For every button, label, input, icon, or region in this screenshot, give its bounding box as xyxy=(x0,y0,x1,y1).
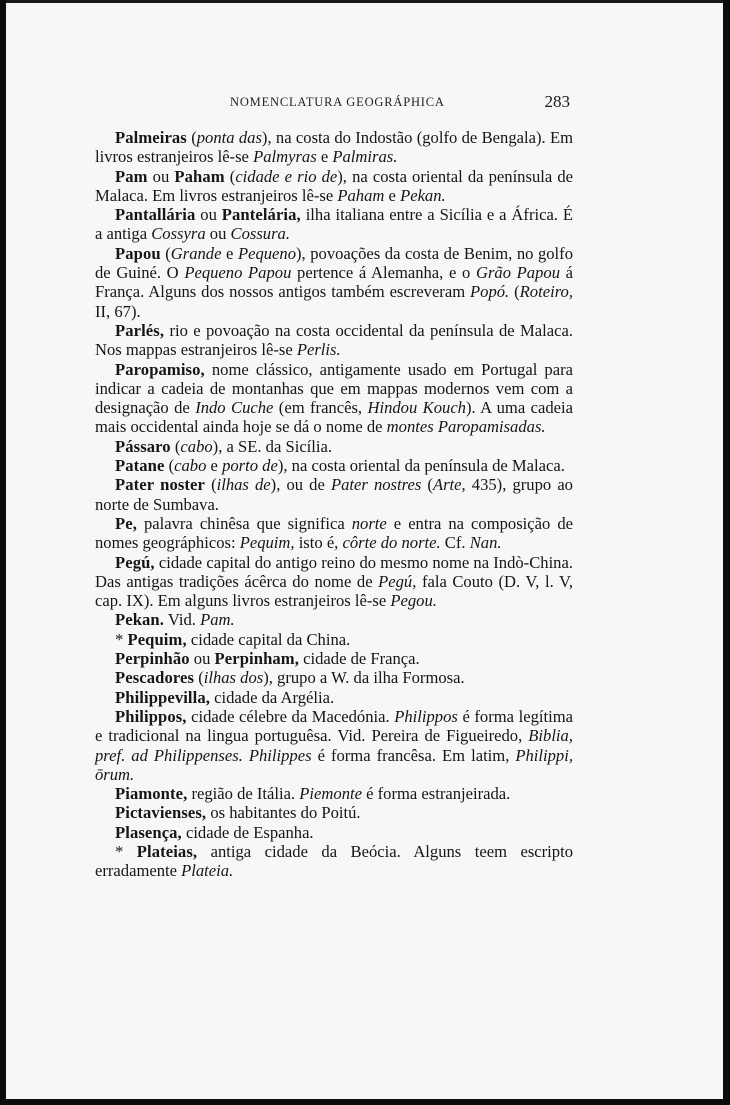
entry-text: ). A uma cadeia mais occidental ainda hoje se dá o nome de xyxy=(95,398,573,437)
entry-italic-text: ilhas dos xyxy=(203,668,264,688)
entry-text: ), a SE. da Sicília. xyxy=(212,436,333,456)
entry-italic-text: Pam. xyxy=(200,610,235,630)
entry-text: e entra na composição de nomes geográphicos: xyxy=(95,513,574,553)
entry-headword: Palmeiras xyxy=(115,128,187,147)
entry-italic-text: norte xyxy=(351,513,387,533)
entry-text: ( xyxy=(164,456,175,476)
entry-italic-text: Pequeno Papou xyxy=(184,263,292,283)
entry-text: Cf. xyxy=(440,533,470,553)
entry-headword: Pantelária, xyxy=(221,205,301,225)
gazetteer-entry xyxy=(95,321,573,360)
entry-italic-text: Pequeno xyxy=(237,243,296,263)
entry-text: ), na costa do Indostão (golfo de Bengala). Em livros estranjeiros lê-se xyxy=(95,128,573,167)
entry-italic-text: cidade e rio de xyxy=(235,166,338,186)
entry-headword: Pássaro xyxy=(115,436,171,456)
gazetteer-entry xyxy=(95,688,573,707)
entry-text: e xyxy=(221,243,238,263)
entry-text: ), ou de xyxy=(270,475,331,495)
entry-text: cidade capital da China. xyxy=(186,629,351,649)
entry-headword: Pequim, xyxy=(127,629,187,649)
entry-text: á França. Alguns dos nossos antigos também escreveram xyxy=(95,263,574,302)
entry-text: 435), grupo ao norte de Sumbava. xyxy=(95,475,573,514)
entry-italic-text: Plateia. xyxy=(181,861,234,881)
entry-text: ou xyxy=(195,205,222,225)
gazetteer-entry xyxy=(95,784,573,803)
gazetteer-entry xyxy=(95,456,573,475)
entry-italic-text: Pater nostres xyxy=(330,475,422,495)
entry-headword: Perpinhão xyxy=(115,649,190,669)
gazetteer-entry xyxy=(95,823,573,842)
entry-text: fala Couto (D. V, l. V, cap. IX). Em alguns livros estranjeiros lê-se xyxy=(95,571,573,611)
entry-italic-text: ponta das xyxy=(196,128,262,147)
entry-headword: Pam xyxy=(115,166,148,186)
entry-headword: Perpinham, xyxy=(214,649,299,669)
entry-text: ou xyxy=(147,166,175,186)
entry-text: pertence á Alemanha, e o xyxy=(291,263,476,283)
entry-headword: Pekan. xyxy=(115,610,165,630)
running-title: NOMENCLATURA GEOGRÁPHICA xyxy=(230,95,445,109)
entry-italic-text: Cossyra xyxy=(151,224,206,244)
entry-headword: Paham xyxy=(174,166,225,186)
gazetteer-entry xyxy=(95,803,573,822)
page-number: 283 xyxy=(544,92,570,111)
entry-italic-text: Pequim, xyxy=(239,533,295,553)
entry-text: é forma legítima e tradicional na lingua portuguêsa. Vid. Pereira de Figueiredo, xyxy=(95,706,573,746)
entry-italic-text: cabo xyxy=(174,456,207,476)
entry-italic-text: Palmyras xyxy=(253,147,317,167)
entry-text: ( xyxy=(186,128,197,147)
entry-headword: Pescadores xyxy=(115,668,195,688)
entry-text: (em francês, xyxy=(273,398,368,418)
scan-edge-right xyxy=(723,0,730,1105)
entry-text: ), povoações da costa de Benim, no golfo de Guiné. O xyxy=(95,243,573,283)
entry-text: ( xyxy=(224,166,236,186)
entry-text: ( xyxy=(421,475,433,495)
entry-italic-text: Pegou. xyxy=(390,591,437,611)
entry-text: II, 67). xyxy=(95,301,141,321)
gazetteer-entry xyxy=(95,167,573,206)
entry-text: e xyxy=(384,185,401,205)
gazetteer-entry xyxy=(95,475,573,514)
entry-text: e xyxy=(316,147,333,167)
entry-italic-text: Indo Cuche xyxy=(195,398,274,418)
entry-italic-text: Popó. xyxy=(470,282,510,302)
entry-headword: Plasença, xyxy=(115,822,182,842)
gazetteer-entry xyxy=(95,360,573,437)
entry-text: antiga cidade da Beócia. Alguns teem escripto erradamente xyxy=(95,841,573,881)
entry-italic-text: Piemonte xyxy=(299,784,362,804)
entry-text: isto é, xyxy=(294,533,343,553)
entry-text: cidade célebre da Macedónia. xyxy=(186,706,395,726)
entry-italic-text: cabo xyxy=(180,436,213,456)
entry-text: ou xyxy=(189,649,215,669)
entry-italic-text: ilhas de xyxy=(216,475,271,495)
entry-italic-text: Grão Papou xyxy=(475,263,560,283)
gazetteer-entries xyxy=(95,128,573,881)
gazetteer-entry xyxy=(95,553,573,611)
entry-headword: Pictavienses, xyxy=(115,803,207,823)
entry-text: ou xyxy=(205,224,231,244)
entry-headword: Patane xyxy=(115,456,165,476)
gazetteer-entry xyxy=(95,649,573,668)
entry-italic-text: Cossura. xyxy=(230,224,290,244)
entry-headword: Pater noster xyxy=(115,475,205,495)
entry-text: ), na costa oriental da península de Malaca. xyxy=(277,456,565,476)
entry-text: ( xyxy=(160,243,171,263)
entry-italic-text: Philippi, ōrum. xyxy=(95,745,573,784)
gazetteer-entry xyxy=(95,842,573,881)
gazetteer-entry xyxy=(95,610,573,629)
entry-italic-text: Arte, xyxy=(432,475,466,495)
gazetteer-entry xyxy=(95,630,573,649)
entry-headword: Plateias, xyxy=(136,841,198,861)
entry-italic-text: Palmiras. xyxy=(332,147,398,167)
entry-text: ilha italiana entre a Sicília e a África. É a antiga xyxy=(95,205,574,244)
entry-text: cidade de França. xyxy=(298,649,420,669)
entry-italic-text: Philippos xyxy=(394,706,458,726)
scan-edge-top xyxy=(0,0,730,3)
entry-text: ( xyxy=(204,475,217,495)
entry-headword: Pe, xyxy=(115,513,137,533)
entry-italic-text: porto de xyxy=(222,456,278,476)
entry-text: nome clássico, antigamente usado em Portugal para indicar a cadeia de montanhas que em mappas modernos vem com a designação de xyxy=(95,359,573,418)
gazetteer-entry xyxy=(95,128,573,167)
entry-text: é forma francêsa. Em latim, xyxy=(311,745,516,765)
entry-text: cidade capital do antigo reino do mesmo nome na Indò-China. Das antigas tradições ácêrca do nome de xyxy=(95,552,573,591)
scan-edge-left xyxy=(0,0,6,1105)
entry-italic-text: Roteiro, xyxy=(519,282,573,302)
entry-text: Vid. xyxy=(164,610,201,630)
entry-italic-text: Perlis. xyxy=(296,340,341,360)
entry-text: ( xyxy=(194,668,204,688)
gazetteer-entry xyxy=(95,244,573,321)
gazetteer-entry xyxy=(95,707,573,784)
entry-italic-text: Hindou Kouch xyxy=(367,398,466,418)
entry-text: região de Itália. xyxy=(187,784,300,804)
entry-text: cidade da Argélia. xyxy=(210,687,335,707)
entry-text: ), na costa oriental da península de Malaca. Em livros estranjeiros lê-se xyxy=(95,166,573,205)
entry-italic-text: Grande xyxy=(170,243,222,263)
entry-italic-text: Pekan. xyxy=(400,185,446,205)
entry-text: * xyxy=(115,629,128,649)
entry-italic-text: Nan. xyxy=(469,533,502,553)
page-header xyxy=(95,92,573,114)
entry-italic-text: Biblia, pref. ad Philippenses. Philippes xyxy=(95,726,573,765)
entry-text: os habitantes do Poitú. xyxy=(206,803,361,823)
entry-headword: Pantallária xyxy=(115,205,196,225)
entry-headword: Philippevilla, xyxy=(115,687,210,707)
entry-headword: Philippos, xyxy=(115,706,187,726)
entry-text: ), grupo a W. da ilha Formosa. xyxy=(263,668,465,688)
entry-text: palavra chinêsa que significa xyxy=(136,513,352,533)
entry-headword: Piamonte, xyxy=(115,784,188,804)
entry-headword: Papou xyxy=(115,243,161,263)
entry-text: * xyxy=(115,841,137,861)
entry-text: ( xyxy=(170,436,181,456)
entry-italic-text: Pegú, xyxy=(378,571,417,591)
entry-headword: Parlés, xyxy=(115,320,165,340)
entry-text: rio e povoação na costa occidental da península de Malaca. Nos mappas estranjeiros lê-se xyxy=(95,320,573,360)
entry-text: cidade de Espanha. xyxy=(181,822,314,842)
gazetteer-entry xyxy=(95,514,573,553)
gazetteer-entry xyxy=(95,668,573,687)
entry-italic-text: montes Paropamisadas. xyxy=(386,417,546,437)
entry-text: é forma estranjeirada. xyxy=(361,784,511,804)
entry-text: e xyxy=(206,456,223,476)
entry-italic-text: Paham xyxy=(337,185,385,205)
entry-text: ( xyxy=(509,282,520,302)
entry-italic-text: côrte do norte. xyxy=(342,533,441,553)
gazetteer-entry xyxy=(95,437,573,456)
gazetteer-entry xyxy=(95,205,573,244)
entry-headword: Pegú, xyxy=(115,552,155,572)
entry-headword: Paropamiso, xyxy=(115,359,205,379)
scan-edge-bottom xyxy=(0,1099,730,1105)
